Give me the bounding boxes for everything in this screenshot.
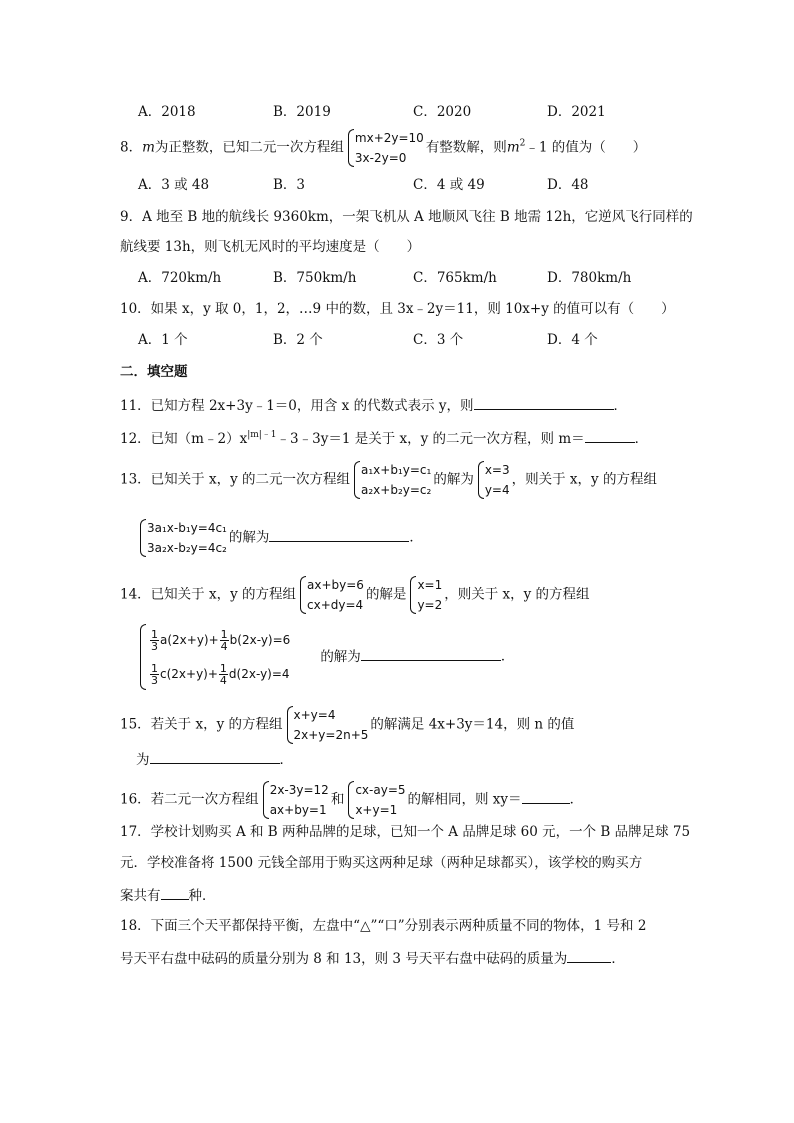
q15-stem-line-1	[120, 705, 574, 745]
q15-stem-line-2	[136, 749, 293, 769]
q13-system-2	[138, 518, 227, 558]
q9-option-a: A．720km/h	[138, 270, 222, 286]
q17-text-a: 案共有	[120, 888, 161, 904]
q17-answer-blank[interactable]	[161, 885, 189, 900]
q8-eq-2: 3x-2y=0	[354, 151, 407, 165]
q8-text-3: ﹣1 的值为（ ）	[525, 139, 647, 156]
q16-text-b: 和	[330, 791, 345, 808]
q7-option-a: A．2018	[138, 104, 196, 120]
q7-option-b: B．2019	[273, 104, 331, 120]
q14-text-b: 的解是	[365, 586, 407, 603]
q9-stem-line-2: 航线要 13h，则飞机无风时的平均速度是（ ）	[120, 239, 421, 255]
q8-number: 8．	[120, 139, 143, 156]
q15-end: ．	[279, 752, 293, 768]
q11-end: ．	[613, 398, 627, 414]
q10-option-d: D．4 个	[547, 332, 598, 348]
q14-answer-blank[interactable]	[361, 646, 501, 661]
q8-option-a: A．3 或 48	[138, 177, 210, 193]
q10-option-b: B．2 个	[273, 332, 323, 348]
q15-text-c: 为	[136, 752, 150, 768]
q14-sol-x: x=1	[417, 578, 443, 592]
q16-text-c: 的解相同，则 xy＝	[407, 791, 522, 808]
q10-stem: 10．如果 x，y 取 0，1，2，…9 中的数，且 3x﹣2y＝11，则 10x+y 的值可以有（ ）	[120, 301, 675, 317]
q12-exponent: |m|﹣1	[247, 430, 277, 440]
q13-sol-x: x=3	[484, 463, 510, 477]
q17-stem-line-3	[120, 885, 216, 905]
q16-sys1-eq1: 2x-3y=12	[269, 783, 329, 797]
q13-sol-y: y=4	[484, 483, 510, 497]
q16-sys2-eq2: x+y=1	[355, 803, 398, 817]
q7-option-c: C．2020	[413, 104, 472, 120]
q16-sys2-eq1: cx-ay=5	[355, 783, 406, 797]
q12-text-b: ﹣3﹣3y＝1 是关于 x，y 的二元一次方程，则 m＝	[276, 431, 585, 447]
q9-stem-line-1: 9．A 地至 B 地的航线长 9360km，一架飞机从 A 地顺风飞往 B 地需 12h，它逆风飞行同样的	[120, 209, 693, 225]
q17-stem-line-1: 17．学校计划购买 A 和 B 两种品牌的足球，已知一个 A 品牌足球 60 元，一个 B 品牌足球 75	[120, 824, 691, 840]
q16-text-a: 16．若二元一次方程组	[120, 791, 259, 808]
q17-text-b: 种．	[188, 888, 216, 904]
q10-option-c: C．3 个	[413, 332, 464, 348]
q8-exponent: 2	[519, 138, 526, 149]
q13-system-1	[352, 460, 431, 500]
q13-answer-blank[interactable]	[269, 527, 409, 542]
q14-solution	[408, 575, 442, 615]
q13-text-b: 的解为	[433, 471, 474, 488]
q13-end: ．	[409, 529, 423, 546]
q8-equation-system	[346, 128, 424, 168]
q14-end: ．	[500, 648, 515, 665]
q15-answer-blank[interactable]	[150, 749, 280, 764]
q14-stem-line-1	[120, 575, 590, 615]
q14-frac-1-3b: $\frac{1}{3}$	[151, 662, 158, 687]
q15-text-a: 15．若关于 x，y 的方程组	[120, 716, 283, 733]
q14-sol-y: y=2	[417, 598, 443, 612]
q14-frac-1-4: $\frac{1}{4}$	[220, 628, 228, 653]
q16-answer-blank[interactable]	[522, 789, 570, 804]
q11-stem	[120, 395, 627, 415]
q8-option-b: B．3	[273, 177, 306, 193]
q17-stem-line-2: 元．学校准备将 1500 元钱全部用于购买这两种足球（两种足球都买），该学校的购买方	[120, 855, 643, 871]
q15-system	[285, 705, 369, 745]
q14-sys2-row1: $\frac{1}{3}$ a(2x+y)+ $\frac{1}{4}$ b(2x-y)=6	[151, 628, 291, 653]
q13-stem-line-1	[120, 460, 657, 500]
q11-answer-blank[interactable]	[474, 395, 614, 410]
q12-answer-blank[interactable]	[585, 428, 635, 443]
q13-sys1-eq1: a₁x+b₁y=c₁	[361, 463, 432, 477]
q18-text: 号天平右盘中砝码的质量分别为 8 和 13，则 3 号天平右盘中砝码的质量为	[120, 951, 568, 967]
q7-option-d: D．2021	[547, 104, 606, 120]
q14-text-a: 14．已知关于 x，y 的方程组	[120, 586, 297, 603]
q8-var-m2: m	[506, 139, 520, 156]
q16-sys1-eq2: ax+by=1	[269, 803, 327, 817]
q13-solution	[476, 460, 510, 500]
q12-text-a: 12．已知（m﹣2）x	[120, 431, 248, 447]
q8-eq-1: mx+2y=10	[354, 131, 424, 145]
q13-sys2-eq2: 3a₂x-b₂y=4c₂	[147, 541, 227, 555]
q13-sys2-eq1: 3a₁x-b₁y=4c₁	[147, 521, 227, 535]
q9-option-d: D．780km/h	[547, 270, 632, 286]
q14-stem-line-2	[136, 623, 514, 691]
q13-text-a: 13．已知关于 x，y 的二元一次方程组	[120, 471, 351, 488]
q16-system-2	[346, 780, 405, 820]
q13-text-c: ，则关于 x，y 的方程组	[511, 471, 657, 488]
q10-option-a: A．1 个	[138, 332, 188, 348]
q14-sys2-row2: $\frac{1}{3}$ c(2x+y)+ $\frac{1}{4}$ d(2x-y)=4	[151, 662, 290, 687]
q18-stem-line-2	[120, 948, 625, 968]
q11-text: 11．已知方程 2x+3y﹣1＝0，用含 x 的代数式表示 y，则	[120, 398, 474, 414]
q16-end: ．	[569, 791, 584, 808]
section-heading-fill-in: 二．填空题	[120, 364, 188, 380]
q9-option-b: B．750km/h	[273, 270, 357, 286]
q14-frac-1-4b: $\frac{1}{4}$	[219, 662, 227, 687]
q12-end: ．	[634, 431, 649, 447]
q13-text-d: 的解为	[228, 529, 270, 546]
q15-eq2: 2x+y=2n+5	[293, 728, 369, 742]
q8-text-2: 有整数解，则	[425, 139, 507, 156]
q8-option-d: D．48	[547, 177, 589, 193]
q8-text-1: 为正整数，已知二元一次方程组	[154, 139, 344, 156]
q8-stem	[120, 128, 646, 168]
q16-system-1	[261, 780, 329, 820]
q14-sys1-eq2: cx+dy=4	[307, 598, 364, 612]
q15-text-b: 的解满足 4x+3y＝14，则 n 的值	[370, 716, 575, 733]
q18-stem-line-1: 18．下面三个天平都保持平衡，左盘中“△”“口”分别表示两种质量不同的物体，1 号和 2	[120, 918, 647, 934]
q15-eq1: x+y=4	[293, 708, 336, 722]
q8-option-c: C．4 或 49	[413, 177, 485, 193]
q18-answer-blank[interactable]	[567, 948, 611, 963]
q14-system-1	[298, 575, 364, 615]
q14-frac-1-3: $\frac{1}{3}$	[151, 628, 158, 653]
q14-sys1-eq1: ax+by=6	[307, 578, 364, 592]
q12-stem	[120, 426, 648, 448]
q8-var-m: m	[142, 139, 155, 156]
q14-text-d: 的解为	[320, 648, 361, 665]
q9-option-c: C．765km/h	[413, 270, 497, 286]
q13-stem-line-2	[136, 518, 423, 558]
q14-system-2	[138, 623, 290, 691]
q13-sys1-eq2: a₂x+b₂y=c₂	[361, 483, 432, 497]
q14-text-c: ，则关于 x，y 的方程组	[444, 586, 590, 603]
q16-stem	[120, 780, 583, 820]
q18-end: ．	[611, 951, 625, 967]
